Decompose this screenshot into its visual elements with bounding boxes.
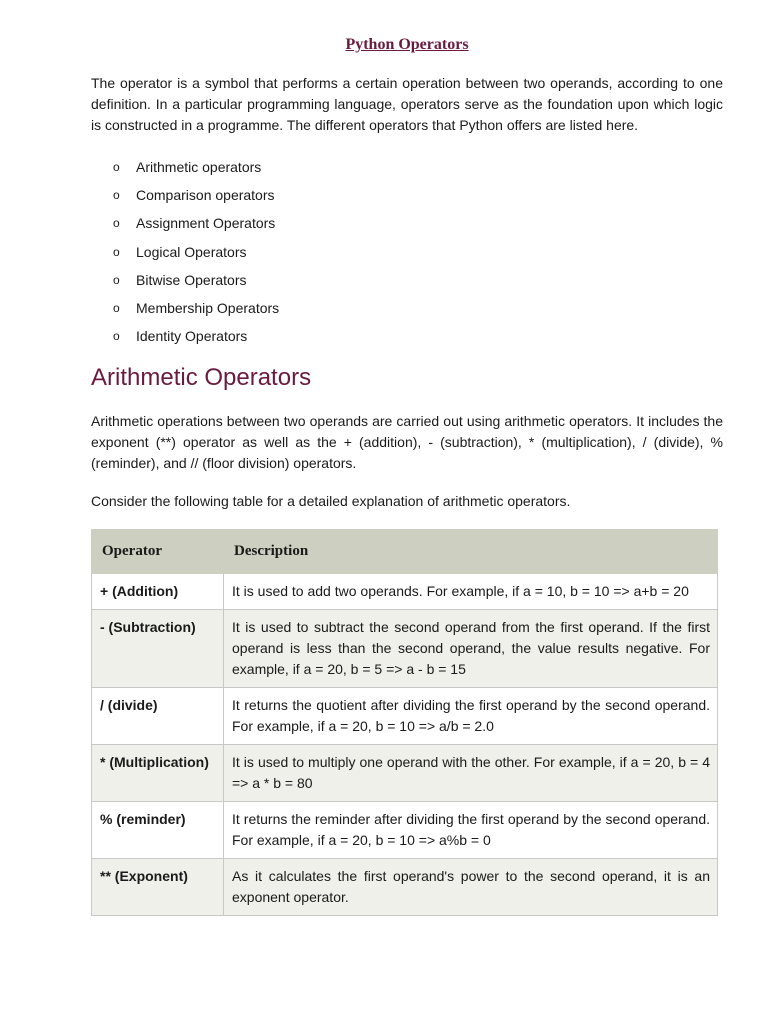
description-cell: It is used to add two operands. For example, if a = 10, b = 10 => a+b = 20 xyxy=(224,574,718,610)
table-row xyxy=(92,859,718,916)
list-item-label: Identity Operators xyxy=(136,328,248,345)
operator-cell: * (Multiplication) xyxy=(92,745,224,802)
list-item-label: Assignment Operators xyxy=(136,215,276,232)
description-cell: It returns the reminder after dividing the first operand by the second operand. For example, if a = 20, b = 10 => a%b = 0 xyxy=(224,802,718,859)
bullet-icon: o xyxy=(113,160,120,174)
list-item xyxy=(91,327,723,355)
section-paragraph: Arithmetic operations between two operands are carried out using arithmetic operators. It includes the exponent (**) operator as well as the + (addition), - (subtraction), * (multiplication), / (divide), % (reminder), and // (floor division) operators. xyxy=(91,413,723,472)
document-page xyxy=(91,0,723,916)
operator-cell: / (divide) xyxy=(92,688,224,745)
description-cell: It returns the quotient after dividing the first operand by the second operand. For example, if a = 20, b = 10 => a/b = 2.0 xyxy=(224,688,718,745)
table-row xyxy=(92,610,718,688)
list-item-label: Membership Operators xyxy=(136,299,280,316)
bullet-icon: o xyxy=(113,216,120,231)
intro-paragraph: The operator is a symbol that performs a certain operation between two operands, according to one definition. In a particular programming language, operators serve as the foundation upon which logic is constructed in a programme. The different operators that Python offers are listed here. xyxy=(91,75,723,133)
bullet-icon: o xyxy=(113,300,120,315)
section-heading: Arithmetic Operators xyxy=(91,364,312,392)
list-item xyxy=(91,271,723,299)
list-item-label: Comparison operators xyxy=(136,187,275,204)
table-intro-paragraph: Consider the following table for a detailed explanation of arithmetic operators. xyxy=(91,493,571,510)
table-row xyxy=(92,745,718,802)
list-item xyxy=(91,214,723,242)
table-row xyxy=(92,574,718,610)
description-cell: As it calculates the first operand's power to the second operand, it is an exponent operator. xyxy=(224,859,718,916)
arithmetic-operators-table xyxy=(91,529,718,916)
operator-types-list xyxy=(91,158,723,355)
bullet-icon: o xyxy=(113,188,120,203)
list-item-label: Logical Operators xyxy=(136,243,247,260)
bullet-icon: o xyxy=(113,272,120,287)
list-item-label: Arithmetic operators xyxy=(136,159,262,175)
operator-cell: - (Subtraction) xyxy=(92,610,224,688)
list-item-label: Bitwise Operators xyxy=(136,271,247,288)
column-header-description: Description xyxy=(224,530,718,574)
bullet-icon: o xyxy=(113,329,120,344)
column-header-operator: Operator xyxy=(92,530,224,574)
table-row xyxy=(92,802,718,859)
list-item xyxy=(91,299,723,327)
list-item xyxy=(91,186,723,214)
description-cell: It is used to subtract the second operand from the first operand. If the first operand is less than the second operand, the value results negative. For example, if a = 20, b = 5 => a - b = 15 xyxy=(224,610,718,688)
operator-cell: + (Addition) xyxy=(92,574,224,610)
list-item xyxy=(91,158,723,186)
document-title: Python Operators xyxy=(345,36,469,53)
bullet-icon: o xyxy=(113,244,120,259)
table-header-row xyxy=(92,530,718,574)
description-cell: It is used to multiply one operand with the other. For example, if a = 20, b = 4 => a * b = 80 xyxy=(224,745,718,802)
operator-cell: % (reminder) xyxy=(92,802,224,859)
operator-cell: ** (Exponent) xyxy=(92,859,224,916)
table-row xyxy=(92,688,718,745)
list-item xyxy=(91,243,723,271)
